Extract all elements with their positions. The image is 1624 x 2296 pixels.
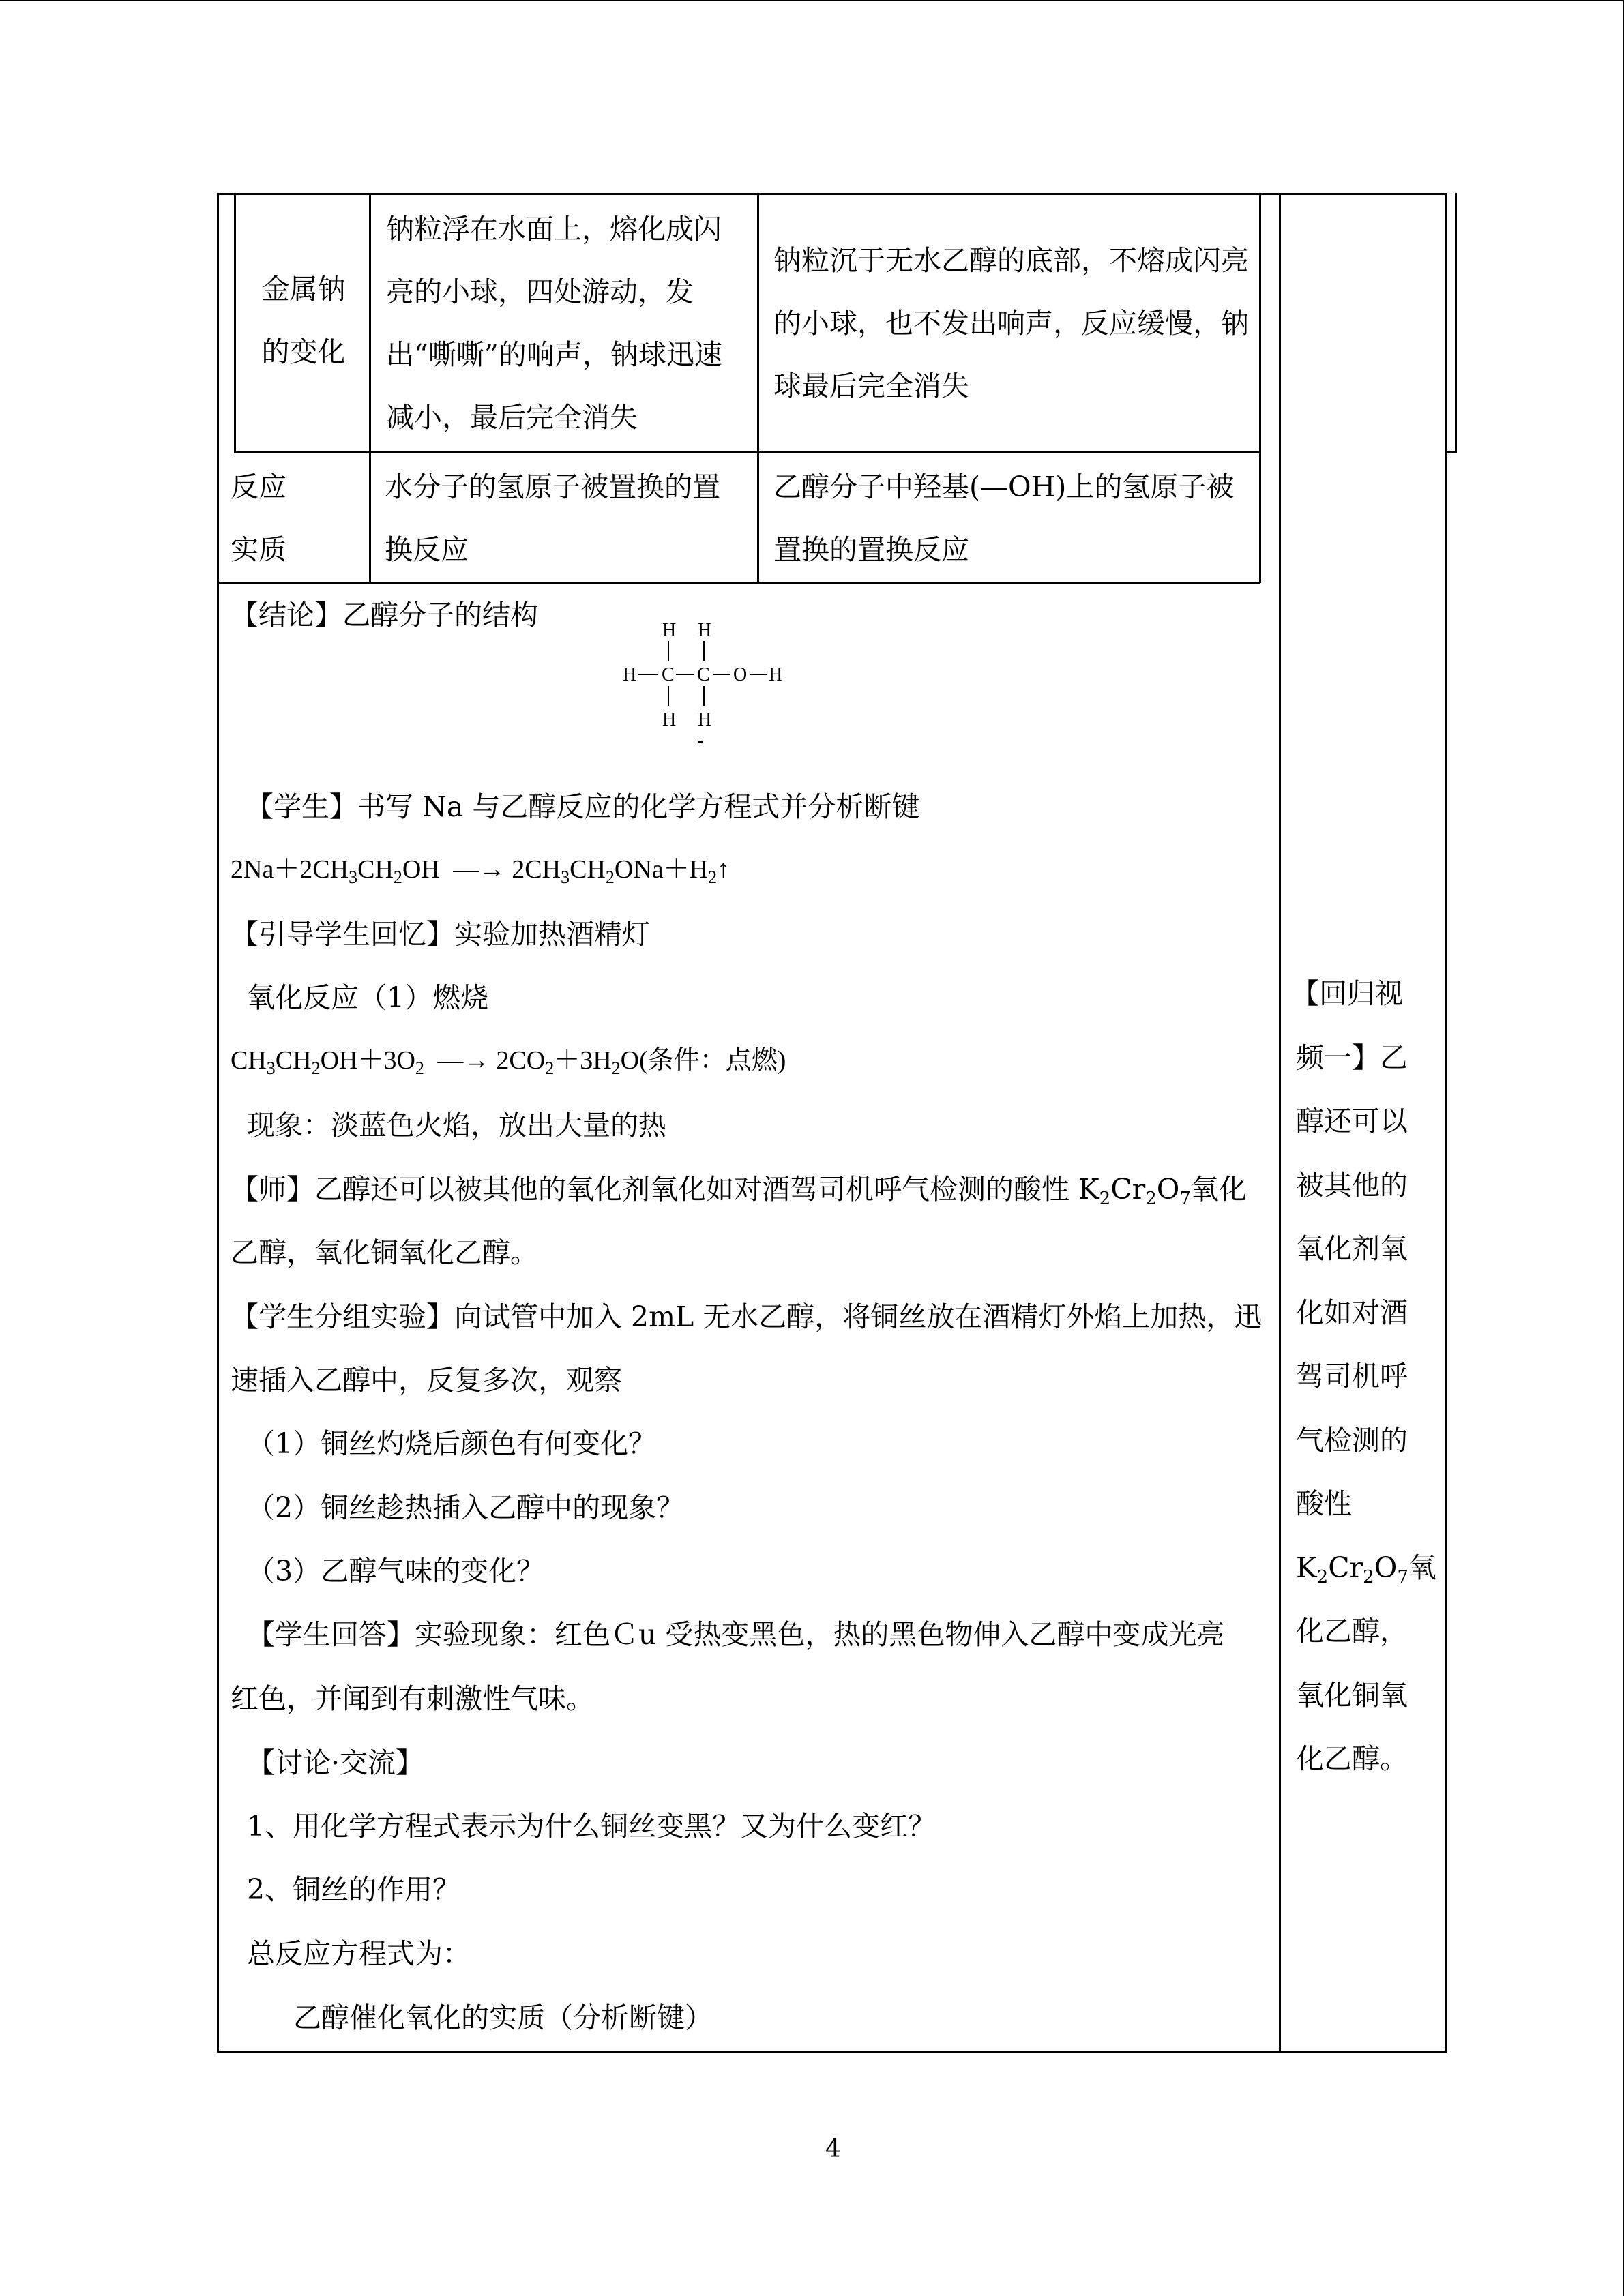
table1-row-header: 金属钠的变化	[261, 273, 346, 368]
group-experiment-line-1: 【学生分组实验】向试管中加入 2mL 无水乙醇，将铜丝放在酒精灯外焰上加热，迅	[231, 1300, 1263, 1333]
discussion-item-2: 2、铜丝的作用？	[247, 1873, 461, 1906]
atom-c-1: C	[662, 664, 675, 685]
student-answer-line-1: 【学生回答】实验现象：红色Ｃu 受热变黑色，热的黑色物伸入乙醇中变成光亮	[247, 1618, 1225, 1651]
question-2: （2）铜丝趁热插入乙醇中的现象？	[247, 1491, 685, 1524]
question-3: （3）乙醇气味的变化？	[247, 1555, 545, 1587]
conclusion-heading: 【结论】乙醇分子的结构	[231, 599, 538, 631]
oxidation-title: 氧化反应（1）燃烧	[247, 981, 489, 1014]
atom-h-right: H	[769, 664, 783, 685]
table2-row-header: 反应实质	[231, 471, 286, 566]
equation-combustion: $CH_3CH_2OH+3O_2$ —→ $2CO_2+3H_2O$(条件：点燃)	[231, 1046, 786, 1078]
teacher-line-1: 【师】乙醇还可以被其他的氧化剂氧化如对酒驾司机呼气检测的酸性 $K_2Cr_2O_7$氧化	[231, 1173, 1247, 1209]
question-1: （1）铜丝灼烧后颜色有何变化？	[247, 1427, 657, 1460]
table1-ethanol-cell: 钠粒沉于无水乙醇的底部，不熔成闪亮的小球，也不发出响声，反应缓慢，钠球最后完全消失	[773, 244, 1249, 402]
equation-sodium-ethanol: $2Na+2CH_3CH_2OH$ —→ $2CH_3CH_2ONa+H_2↑$	[231, 855, 730, 887]
essence-label: 乙醇催化氧化的实质（分析断键）	[293, 2001, 713, 2034]
table2-water-cell: 水分子的氢原子被置换的置换反应	[385, 471, 720, 566]
total-equation-label: 总反应方程式为：	[247, 1937, 471, 1970]
atom-h-top-right: H	[698, 620, 712, 641]
ethanol-structure	[617, 612, 808, 749]
discussion-item-1: 1、用化学方程式表示为什么铜丝变黑？又为什么变红？	[247, 1810, 936, 1843]
teacher-line-2: 乙醇，氧化铜氧化乙醇。	[231, 1236, 538, 1269]
atom-o: O	[733, 664, 748, 685]
student-task: 【学生】书写 Na 与乙醇反应的化学方程式并分析断键	[246, 790, 920, 823]
page-top-edge	[0, 0, 1624, 1]
atom-h-left: H	[623, 664, 637, 685]
atom-h-bottom-right: H	[698, 709, 712, 730]
table1-water-cell: 钠粒浮在水面上，熔化成闪亮的小球，四处游动，发出“嘶嘶”的响声，钠球迅速减小，最后完全消失	[386, 213, 722, 434]
table2-ethanol-cell: 乙醇分子中羟基(—OH)上的氢原子被置换的置换反应	[773, 471, 1235, 566]
atom-h-top-left: H	[662, 620, 677, 641]
discussion-heading: 【讨论·交流】	[247, 1746, 424, 1779]
atom-c-2: C	[697, 664, 710, 685]
group-experiment-line-2: 速插入乙醇中，反复多次，观察	[231, 1364, 622, 1397]
guide-heading: 【引导学生回忆】实验加热酒精灯	[231, 918, 650, 951]
atom-h-bottom-left: H	[662, 709, 677, 730]
page-number: 4	[825, 2135, 841, 2163]
student-answer-line-2: 红色，并闻到有刺激性气味。	[231, 1682, 594, 1715]
phenomenon-text: 现象：淡蓝色火焰，放出大量的热	[247, 1109, 666, 1142]
